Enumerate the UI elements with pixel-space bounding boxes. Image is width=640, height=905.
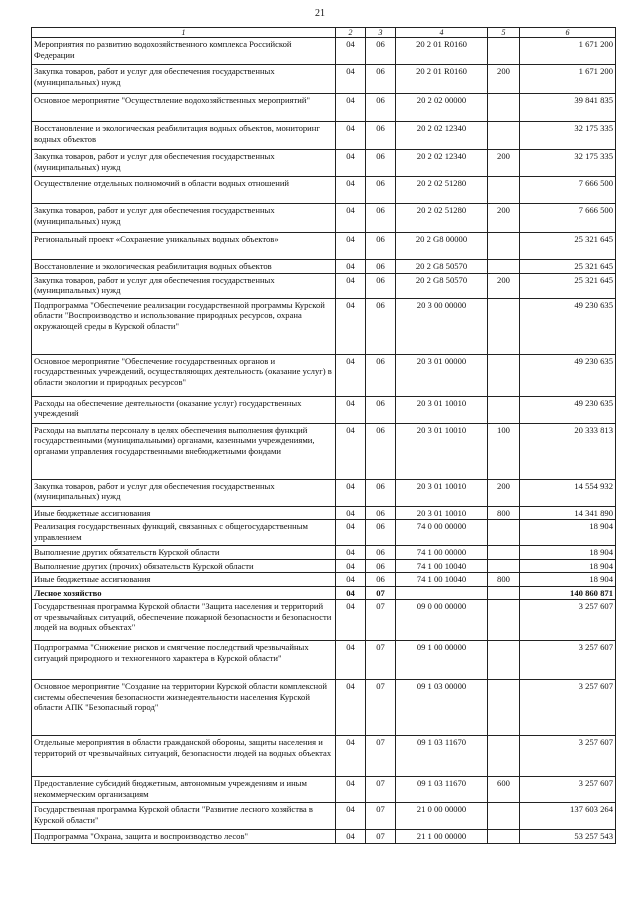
expense-type-code-cell [488, 94, 520, 122]
target-article-code-cell: 09 1 03 11670 [396, 736, 488, 777]
item-name-cell: Подпрограмма "Охрана, защита и воспроизводство лесов" [32, 830, 336, 844]
column-header-4: 4 [396, 28, 488, 38]
amount-cell: 49 230 635 [520, 396, 616, 423]
subsection-code-cell: 06 [366, 260, 396, 274]
section-code-cell: 04 [336, 600, 366, 641]
amount-cell: 1 671 200 [520, 38, 616, 65]
expense-type-code-cell [488, 600, 520, 641]
table-row [32, 423, 616, 479]
section-code-cell: 04 [336, 830, 366, 844]
section-code-cell: 04 [336, 298, 366, 354]
item-name-cell: Основное мероприятие "Осуществление водохозяйственных мероприятий" [32, 94, 336, 122]
item-name-cell: Восстановление и экологическая реабилитация водных объектов, мониторинг водных объектов [32, 122, 336, 150]
expense-type-code-cell [488, 298, 520, 354]
amount-cell: 25 321 645 [520, 233, 616, 260]
section-code-cell: 04 [336, 273, 366, 298]
column-header-1: 1 [32, 28, 336, 38]
section-code-cell: 04 [336, 233, 366, 260]
section-code-cell: 04 [336, 177, 366, 204]
item-name-cell: Мероприятия по развитию водохозяйственного комплекса Российской Федерации [32, 38, 336, 65]
expense-type-code-cell [488, 641, 520, 680]
table-row [32, 273, 616, 298]
expense-type-code-cell: 800 [488, 506, 520, 520]
item-name-cell: Государственная программа Курской области "Развитие лесного хозяйства в Курской области" [32, 803, 336, 830]
table-row [32, 204, 616, 233]
expense-type-code-cell [488, 680, 520, 736]
table-row [32, 573, 616, 587]
amount-cell: 1 671 200 [520, 65, 616, 94]
target-article-code-cell: 20 2 G8 50570 [396, 273, 488, 298]
amount-cell: 49 230 635 [520, 354, 616, 396]
table-row [32, 680, 616, 736]
subsection-code-cell: 06 [366, 479, 396, 506]
section-code-cell: 04 [336, 122, 366, 150]
item-name-cell: Восстановление и экологическая реабилитация водных объектов [32, 260, 336, 274]
item-name-cell: Подпрограмма "Снижение рисков и смягчение последствий чрезвычайных ситуаций природного и техногенного характера в Курской области" [32, 641, 336, 680]
subsection-code-cell: 06 [366, 546, 396, 560]
target-article-code-cell: 20 3 01 10010 [396, 396, 488, 423]
target-article-code-cell: 20 2 G8 00000 [396, 233, 488, 260]
section-code-cell: 04 [336, 479, 366, 506]
target-article-code-cell: 20 2 01 R0160 [396, 65, 488, 94]
subsection-code-cell: 06 [366, 273, 396, 298]
table-row [32, 777, 616, 803]
subsection-code-cell: 06 [366, 573, 396, 587]
section-code-cell: 04 [336, 204, 366, 233]
item-name-cell: Закупка товаров, работ и услуг для обеспечения государственных (муниципальных) нужд [32, 273, 336, 298]
amount-cell: 3 257 607 [520, 600, 616, 641]
target-article-code-cell: 20 2 02 51280 [396, 177, 488, 204]
subsection-code-cell: 06 [366, 354, 396, 396]
item-name-cell: Лесное хозяйство [32, 586, 336, 600]
table-row [32, 586, 616, 600]
item-name-cell: Выполнение других (прочих) обязательств Курской области [32, 559, 336, 573]
table-row [32, 177, 616, 204]
target-article-code-cell: 20 3 01 00000 [396, 354, 488, 396]
subsection-code-cell: 07 [366, 736, 396, 777]
target-article-code-cell: 20 3 01 10010 [396, 506, 488, 520]
expense-type-code-cell: 600 [488, 777, 520, 803]
subsection-code-cell: 06 [366, 204, 396, 233]
expense-type-code-cell [488, 396, 520, 423]
expense-type-code-cell: 200 [488, 204, 520, 233]
subsection-code-cell: 06 [366, 122, 396, 150]
target-article-code-cell: 20 2 02 12340 [396, 150, 488, 177]
subsection-code-cell: 07 [366, 777, 396, 803]
table-row [32, 298, 616, 354]
item-name-cell: Закупка товаров, работ и услуг для обеспечения государственных (муниципальных) нужд [32, 150, 336, 177]
table-row [32, 260, 616, 274]
expense-type-code-cell [488, 520, 520, 546]
target-article-code-cell: 20 2 02 12340 [396, 122, 488, 150]
subsection-code-cell: 06 [366, 520, 396, 546]
section-code-cell: 04 [336, 586, 366, 600]
table-row [32, 150, 616, 177]
item-name-cell: Предоставление субсидий бюджетным, автономным учреждениям и иным некоммерческим организациям [32, 777, 336, 803]
subsection-code-cell: 06 [366, 94, 396, 122]
amount-cell: 3 257 607 [520, 736, 616, 777]
amount-cell: 3 257 607 [520, 680, 616, 736]
expense-type-code-cell [488, 354, 520, 396]
amount-cell: 39 841 835 [520, 94, 616, 122]
amount-cell: 7 666 500 [520, 177, 616, 204]
amount-cell: 3 257 607 [520, 641, 616, 680]
target-article-code-cell: 74 1 00 00000 [396, 546, 488, 560]
item-name-cell: Основное мероприятие "Обеспечение государственных органов и государственных учреждений, осуществляющих деятельность (оказание услуг) в области экологии и природных ресурсов" [32, 354, 336, 396]
item-name-cell: Закупка товаров, работ и услуг для обеспечения государственных (муниципальных) нужд [32, 65, 336, 94]
expense-type-code-cell [488, 803, 520, 830]
target-article-code-cell: 74 1 00 10040 [396, 559, 488, 573]
amount-cell: 25 321 645 [520, 260, 616, 274]
target-article-code-cell: 20 2 02 51280 [396, 204, 488, 233]
target-article-code-cell: 21 1 00 00000 [396, 830, 488, 844]
section-code-cell: 04 [336, 520, 366, 546]
expense-type-code-cell: 100 [488, 423, 520, 479]
budget-table [31, 27, 616, 844]
target-article-code-cell: 20 3 00 00000 [396, 298, 488, 354]
table-row [32, 38, 616, 65]
amount-cell: 3 257 607 [520, 777, 616, 803]
table-row [32, 233, 616, 260]
subsection-code-cell: 07 [366, 600, 396, 641]
target-article-code-cell: 74 0 00 00000 [396, 520, 488, 546]
target-article-code-cell: 20 3 01 10010 [396, 479, 488, 506]
subsection-code-cell: 07 [366, 641, 396, 680]
expense-type-code-cell [488, 38, 520, 65]
expense-type-code-cell: 200 [488, 273, 520, 298]
item-name-cell: Иные бюджетные ассигнования [32, 573, 336, 587]
table-row [32, 122, 616, 150]
item-name-cell: Реализация государственных функций, связанных с общегосударственным управлением [32, 520, 336, 546]
subsection-code-cell: 06 [366, 38, 396, 65]
table-row [32, 546, 616, 560]
item-name-cell: Государственная программа Курской области "Защита населения и территорий от чрезвычайных ситуаций, обеспечение пожарной безопасности и безопасности людей на водных объектах" [32, 600, 336, 641]
subsection-code-cell: 06 [366, 559, 396, 573]
budget-table-body [32, 28, 616, 844]
target-article-code-cell: 09 1 00 00000 [396, 641, 488, 680]
amount-cell: 18 904 [520, 573, 616, 587]
subsection-code-cell: 06 [366, 506, 396, 520]
table-row [32, 94, 616, 122]
table-row [32, 600, 616, 641]
target-article-code-cell: 74 1 00 10040 [396, 573, 488, 587]
amount-cell: 32 175 335 [520, 122, 616, 150]
amount-cell: 140 860 871 [520, 586, 616, 600]
section-code-cell: 04 [336, 506, 366, 520]
amount-cell: 14 341 890 [520, 506, 616, 520]
table-header-row [32, 28, 616, 38]
subsection-code-cell: 06 [366, 396, 396, 423]
subsection-code-cell: 06 [366, 65, 396, 94]
subsection-code-cell: 07 [366, 586, 396, 600]
target-article-code-cell: 20 2 G8 50570 [396, 260, 488, 274]
section-code-cell: 04 [336, 65, 366, 94]
table-row [32, 506, 616, 520]
amount-cell: 18 904 [520, 559, 616, 573]
subsection-code-cell: 07 [366, 680, 396, 736]
column-header-6: 6 [520, 28, 616, 38]
expense-type-code-cell: 200 [488, 150, 520, 177]
table-row [32, 736, 616, 777]
amount-cell: 7 666 500 [520, 204, 616, 233]
table-row [32, 396, 616, 423]
item-name-cell: Иные бюджетные ассигнования [32, 506, 336, 520]
item-name-cell: Выполнение других обязательств Курской области [32, 546, 336, 560]
expense-type-code-cell [488, 233, 520, 260]
section-code-cell: 04 [336, 573, 366, 587]
expense-type-code-cell [488, 559, 520, 573]
expense-type-code-cell: 200 [488, 65, 520, 94]
section-code-cell: 04 [336, 680, 366, 736]
expense-type-code-cell [488, 736, 520, 777]
expense-type-code-cell [488, 830, 520, 844]
column-header-3: 3 [366, 28, 396, 38]
amount-cell: 32 175 335 [520, 150, 616, 177]
amount-cell: 49 230 635 [520, 298, 616, 354]
expense-type-code-cell: 200 [488, 479, 520, 506]
table-row [32, 559, 616, 573]
section-code-cell: 04 [336, 736, 366, 777]
subsection-code-cell: 06 [366, 233, 396, 260]
expense-type-code-cell [488, 177, 520, 204]
table-row [32, 520, 616, 546]
section-code-cell: 04 [336, 803, 366, 830]
table-row [32, 641, 616, 680]
subsection-code-cell: 07 [366, 830, 396, 844]
section-code-cell: 04 [336, 546, 366, 560]
item-name-cell: Региональный проект «Сохранение уникальных водных объектов» [32, 233, 336, 260]
amount-cell: 53 257 543 [520, 830, 616, 844]
section-code-cell: 04 [336, 38, 366, 65]
amount-cell: 137 603 264 [520, 803, 616, 830]
expense-type-code-cell: 800 [488, 573, 520, 587]
amount-cell: 20 333 813 [520, 423, 616, 479]
amount-cell: 18 904 [520, 546, 616, 560]
section-code-cell: 04 [336, 260, 366, 274]
section-code-cell: 04 [336, 559, 366, 573]
section-code-cell: 04 [336, 396, 366, 423]
section-code-cell: 04 [336, 94, 366, 122]
amount-cell: 25 321 645 [520, 273, 616, 298]
subsection-code-cell: 06 [366, 177, 396, 204]
table-row [32, 830, 616, 844]
target-article-code-cell: 09 1 03 00000 [396, 680, 488, 736]
section-code-cell: 04 [336, 150, 366, 177]
expense-type-code-cell [488, 586, 520, 600]
target-article-code-cell: 21 0 00 00000 [396, 803, 488, 830]
amount-cell: 18 904 [520, 520, 616, 546]
item-name-cell: Осуществление отдельных полномочий в области водных отношений [32, 177, 336, 204]
section-code-cell: 04 [336, 777, 366, 803]
section-code-cell: 04 [336, 423, 366, 479]
item-name-cell: Основное мероприятие "Создание на территории Курской области комплексной системы обеспечения безопасности жизнедеятельности населения Курской области АПК "Безопасный город" [32, 680, 336, 736]
target-article-code-cell: 20 3 01 10010 [396, 423, 488, 479]
target-article-code-cell: 09 1 03 11670 [396, 777, 488, 803]
subsection-code-cell: 07 [366, 803, 396, 830]
target-article-code-cell: 20 2 01 R0160 [396, 38, 488, 65]
item-name-cell: Закупка товаров, работ и услуг для обеспечения государственных (муниципальных) нужд [32, 204, 336, 233]
item-name-cell: Подпрограмма "Обеспечение реализации государственной программы Курской области "Воспроизводство и использование природных ресурсов, охрана окружающей среды в Курской области" [32, 298, 336, 354]
expense-type-code-cell [488, 122, 520, 150]
page-number: 21 [315, 8, 325, 19]
subsection-code-cell: 06 [366, 150, 396, 177]
item-name-cell: Отдельные мероприятия в области гражданской обороны, защиты населения и территорий от чрезвычайных ситуаций, безопасности людей на водных объектах [32, 736, 336, 777]
table-row [32, 803, 616, 830]
item-name-cell: Расходы на выплаты персоналу в целях обеспечения выполнения функций государственными (муниципальными) органами, казенными учреждениями, органами управления государственными внебюджетными фондами [32, 423, 336, 479]
column-header-5: 5 [488, 28, 520, 38]
item-name-cell: Закупка товаров, работ и услуг для обеспечения государственных (муниципальных) нужд [32, 479, 336, 506]
section-code-cell: 04 [336, 354, 366, 396]
table-row [32, 354, 616, 396]
target-article-code-cell [396, 586, 488, 600]
amount-cell: 14 554 932 [520, 479, 616, 506]
expense-type-code-cell [488, 260, 520, 274]
expense-type-code-cell [488, 546, 520, 560]
target-article-code-cell: 09 0 00 00000 [396, 600, 488, 641]
table-row [32, 65, 616, 94]
section-code-cell: 04 [336, 641, 366, 680]
subsection-code-cell: 06 [366, 423, 396, 479]
subsection-code-cell: 06 [366, 298, 396, 354]
table-row [32, 479, 616, 506]
column-header-2: 2 [336, 28, 366, 38]
target-article-code-cell: 20 2 02 00000 [396, 94, 488, 122]
item-name-cell: Расходы на обеспечение деятельности (оказание услуг) государственных учреждений [32, 396, 336, 423]
